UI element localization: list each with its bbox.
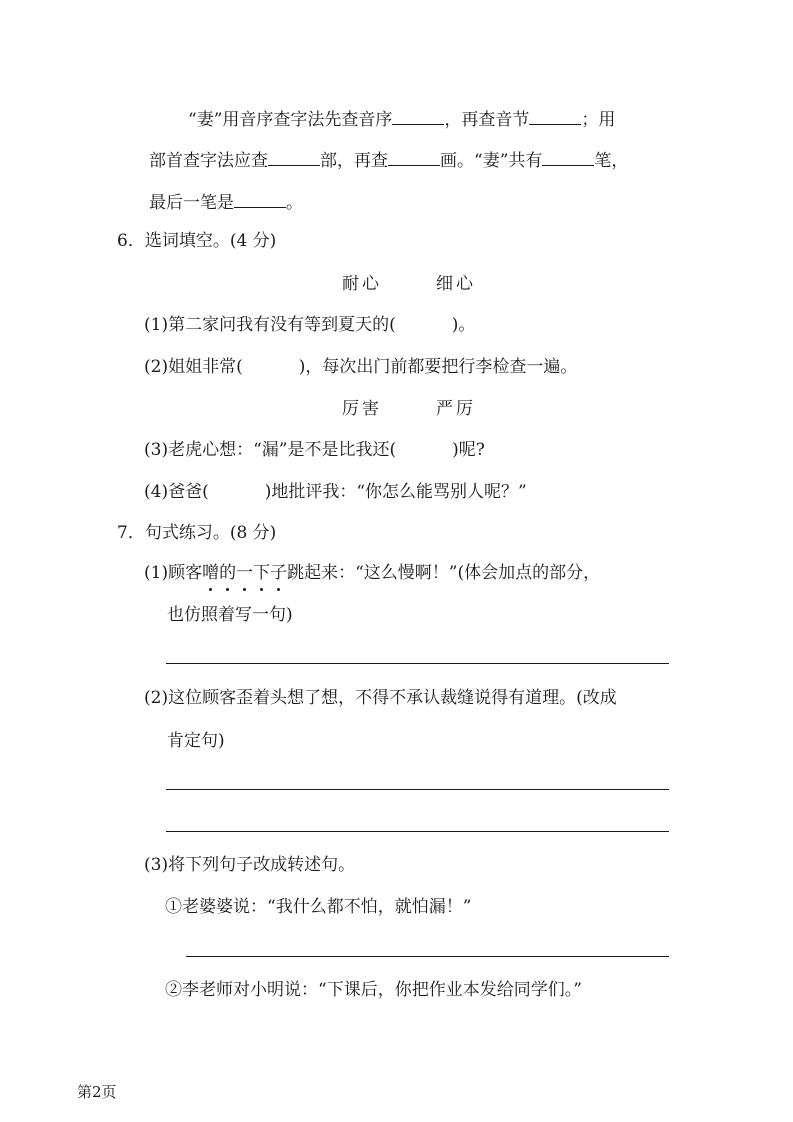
q7-s3-item-2: ②李老师对小明说：“下课后，你把作业本发给同学们。” xyxy=(165,980,582,1000)
q7-s2-line-1: (2)这位顾客歪着头想了想，不得不承认裁缝说得有道理。(改成 xyxy=(144,688,617,708)
q7-dotted-char: 子 xyxy=(270,563,288,583)
q5-text-1: “妻”用音序查字法先查音序 xyxy=(188,110,393,130)
q5-line-2 xyxy=(149,147,628,173)
q7-s3-item-1: ①老婆婆说：“我什么都不怕，就怕漏！” xyxy=(165,897,472,917)
q5-blank-bushou[interactable] xyxy=(268,147,320,166)
q5-text-2: ，再查音节 xyxy=(444,110,530,130)
q5-text-4: 部首查字法应查 xyxy=(149,151,268,171)
q7-dotted-char: 噌 xyxy=(202,563,220,583)
q5-line-1 xyxy=(188,106,615,132)
q5-text-9: 。 xyxy=(286,193,303,213)
q5-blank-yinxu[interactable] xyxy=(392,106,444,125)
q7-dotted-char: 一 xyxy=(236,563,254,583)
q6-s3-text-a: (3)老虎心想：“漏”是不是比我还( xyxy=(144,440,397,460)
q6-sentence-1 xyxy=(144,313,475,337)
q7-s2-answer-line-1[interactable] xyxy=(166,789,669,790)
q7-s3-answer-line-1[interactable] xyxy=(186,956,669,957)
q6-s1-text-b: )。 xyxy=(451,315,476,335)
q5-blank-hua[interactable] xyxy=(388,147,440,166)
q6-word-li-hai: 厉害 xyxy=(342,399,382,419)
q5-text-8: 最后一笔是 xyxy=(149,193,234,213)
q6-word-xi-xin: 细心 xyxy=(436,274,476,294)
q5-text-7: 笔， xyxy=(594,151,629,171)
q5-blank-last-stroke[interactable] xyxy=(234,189,286,208)
q7-dotted-char: 下 xyxy=(253,563,271,583)
q7-s1-line-2: 也仿照着写一句) xyxy=(167,605,293,625)
q5-text-3: ；用 xyxy=(581,110,616,130)
q6-s4-text-a: (4)爸爸( xyxy=(144,482,209,502)
q7-s3-title: (3)将下列句子改成转述句。 xyxy=(144,855,356,875)
q6-s3-text-b: )呢? xyxy=(452,440,485,460)
q6-sentence-3 xyxy=(144,438,485,462)
q5-blank-yinjie[interactable] xyxy=(529,106,581,125)
q7-dotted-char: 的 xyxy=(219,563,237,583)
q6-word-yan-li: 严厉 xyxy=(436,399,476,419)
q5-line-3 xyxy=(149,189,303,215)
q7-s2-line-2: 肯定句) xyxy=(167,731,225,751)
q6-s1-text-a: (1)第二家问我有没有等到夏天的( xyxy=(144,315,396,335)
q6-word-nai-xin: 耐心 xyxy=(342,274,382,294)
q6-s2-text-b: )，每次出门前都要把行李检查一遍。 xyxy=(298,357,578,377)
q5-text-5: 部，再查 xyxy=(320,151,388,171)
q7-s1-post: 跳起来：“这么慢啊！”(体会加点的部分， xyxy=(287,563,601,583)
q7-s1-pre: (1)顾客 xyxy=(144,563,203,583)
q6-sentence-2 xyxy=(144,355,577,379)
q6-title: 6．选词填空。(4 分) xyxy=(117,231,277,251)
q7-s1-line-1 xyxy=(144,561,600,585)
q6-sentence-4 xyxy=(144,480,527,504)
q5-text-6: 画。“妻”共有 xyxy=(440,151,543,171)
q5-blank-bihua[interactable] xyxy=(542,147,594,166)
q6-s2-text-a: (2)姐姐非常( xyxy=(144,357,243,377)
q7-s2-answer-line-2[interactable] xyxy=(166,831,669,832)
q7-s1-answer-line[interactable] xyxy=(166,663,669,664)
page-number: 第2页 xyxy=(77,1083,117,1101)
q7-title: 7．句式练习。(8 分) xyxy=(117,523,277,543)
q6-s4-text-b: )地批评我：“你怎么能骂别人呢？” xyxy=(264,482,527,502)
